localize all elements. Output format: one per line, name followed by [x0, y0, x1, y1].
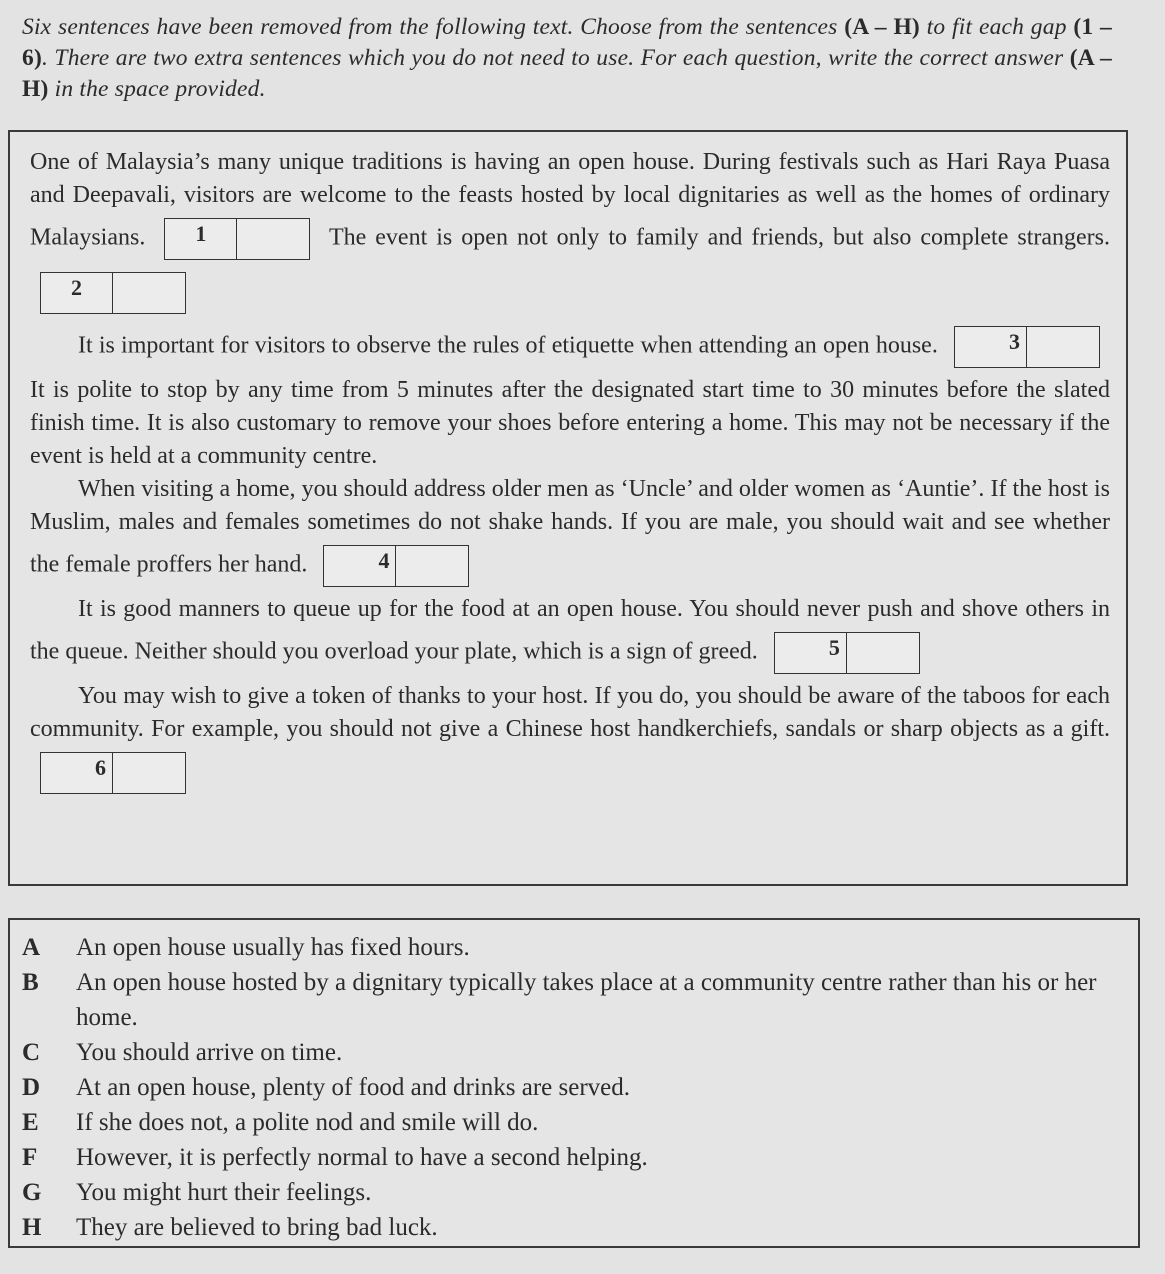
option-letter: E [22, 1109, 39, 1136]
option-text: An open house usually has fixed hours. [76, 934, 470, 961]
instructions [22, 12, 1112, 105]
passage-text: It is important for visitors to observe the rules of etiquette when attending an open house. [78, 332, 938, 359]
answer-box[interactable] [396, 546, 468, 586]
option-letter: C [22, 1039, 41, 1066]
paragraph-3 [30, 473, 1110, 593]
option-text: If she does not, a polite nod and smile will do. [76, 1109, 539, 1136]
passage-box [8, 130, 1128, 886]
option-letter: A [22, 934, 41, 961]
answer-gap-1[interactable] [164, 218, 310, 260]
option-h [22, 1210, 1127, 1245]
passage-text: It is good manners to queue up for the food at an open house. You should never push and shove others in the queue. Neither should you overload your plate, which is a sign of greed. [30, 596, 1110, 665]
answer-gap-6[interactable] [40, 752, 186, 794]
option-text: At an open house, plenty of food and drinks are served. [76, 1074, 631, 1101]
answer-box[interactable] [113, 753, 185, 793]
letter-range-2: (A – H) [22, 45, 1112, 102]
option-letter: G [22, 1179, 42, 1206]
paragraph-5 [30, 680, 1110, 800]
answer-gap-5[interactable] [774, 632, 920, 674]
gap-number: 1 [165, 219, 237, 259]
gap-number: 2 [41, 273, 113, 313]
answer-box[interactable] [237, 219, 309, 259]
option-e [22, 1105, 1127, 1140]
gap-number: 4 [324, 546, 396, 586]
answer-box[interactable] [113, 273, 185, 313]
option-letter: F [22, 1144, 38, 1171]
option-d [22, 1070, 1127, 1105]
options-box [8, 918, 1140, 1248]
option-text: You should arrive on time. [76, 1039, 343, 1066]
paragraph-1 [30, 146, 1110, 320]
instructions-text-1: Six sentences have been removed from the following text. Choose from the sentences [22, 14, 838, 40]
answer-box[interactable] [1027, 327, 1099, 367]
option-letter: H [22, 1214, 42, 1241]
gap-number: 6 [41, 753, 113, 793]
instructions-text-2: to fit each gap [926, 14, 1067, 40]
option-text: You might hurt their feelings. [76, 1179, 372, 1206]
option-f [22, 1140, 1127, 1175]
option-text: However, it is perfectly normal to have a second helping. [76, 1144, 648, 1171]
paragraph-4 [30, 593, 1110, 680]
option-letter: B [22, 969, 39, 996]
options-list [22, 930, 1127, 1245]
answer-gap-2[interactable] [40, 272, 186, 314]
paragraph-2 [30, 320, 1110, 473]
passage-text: When visiting a home, you should address older men as ‘Uncle’ and older women as ‘Auntie’. If the host is Muslim, males and females sometimes do not shake hands. If you are male, you should wait and see whether the female proffers her hand. [30, 476, 1110, 578]
passage-text: The event is open not only to family and friends, but also complete strangers. [328, 224, 1111, 251]
option-b [22, 965, 1127, 1035]
instructions-text-3: . There are two extra sentences which you do not need to use. For each question, write the correct answer [41, 45, 1064, 71]
option-letter: D [22, 1074, 41, 1101]
passage-text: You may wish to give a token of thanks to your host. If you do, you should be aware of the taboos for each community. For example, you should not give a Chinese host handkerchiefs, sandals or sharp objects as a gift. [30, 683, 1110, 742]
option-text: An open house hosted by a dignitary typically takes place at a community centre rather than his or her home. [76, 969, 1097, 1031]
answer-box[interactable] [847, 633, 919, 673]
passage [30, 146, 1110, 800]
answer-gap-4[interactable] [323, 545, 469, 587]
answer-gap-3[interactable] [954, 326, 1100, 368]
option-c [22, 1035, 1127, 1070]
number-range: (1 – 6) [22, 14, 1112, 71]
option-g [22, 1175, 1127, 1210]
gap-number: 3 [955, 327, 1027, 367]
option-text: They are believed to bring bad luck. [76, 1214, 438, 1241]
passage-text: One of Malaysia’s many unique traditions is having an open house. During festivals such as Hari Raya Puasa and Deepavali, visitors are welcome to the feasts hosted by local dignitaries as well as the homes of ordinary Malaysians. [30, 149, 1110, 251]
letter-range: (A – H) [844, 14, 920, 40]
instructions-text-4: in the space provided. [54, 76, 266, 102]
option-a [22, 930, 1127, 965]
passage-text: It is polite to stop by any time from 5 minutes after the designated start time to 30 minutes before the slated finish time. It is also customary to remove your shoes before entering a home. This may not be necessary if the event is held at a community centre. [30, 377, 1110, 469]
gap-number: 5 [775, 633, 847, 673]
